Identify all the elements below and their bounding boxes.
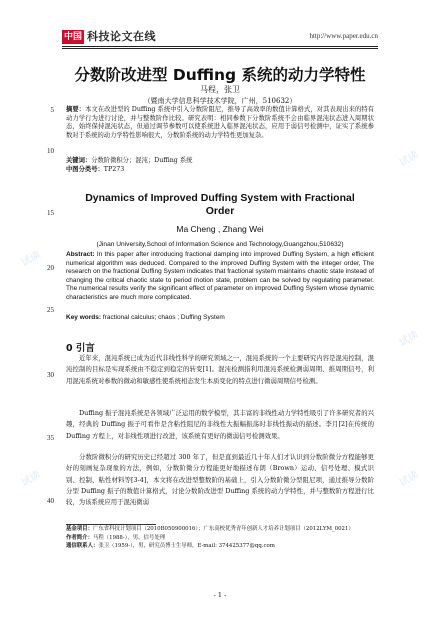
- paper-title-en-line1: Dynamics of Improved Duffing System with Fractional: [85, 192, 355, 204]
- classification-code: TP273: [103, 166, 125, 173]
- affiliation-en: (Jinan University,School of Information Science and Technology,Guangzhou,510632): [96, 241, 344, 248]
- keywords-zh: [66, 157, 374, 166]
- abstract-en: [66, 251, 374, 302]
- paper-title-en: [62, 192, 378, 218]
- abstract-zh: [66, 106, 374, 140]
- line-number: 15: [47, 209, 54, 217]
- author-bio-label: 作者简介：: [66, 534, 93, 541]
- watermark-text: 试读: [397, 149, 421, 169]
- fund-label: 基金项目：: [66, 526, 93, 532]
- watermark-text: 试读: [397, 469, 421, 489]
- header-rule-thin: [62, 48, 378, 49]
- abstract-label-zh: 摘要：: [66, 106, 86, 113]
- keywords-en: [66, 314, 374, 321]
- footnote-author: [66, 534, 374, 543]
- line-number: 20: [47, 264, 54, 272]
- authors-en: Ma Cheng , Zhang Wei: [176, 224, 264, 234]
- footnote-corresponding: [66, 542, 374, 551]
- footnotes: [66, 525, 374, 551]
- paper-title-zh: 分数阶改进型 Duffing 系统的动力学特性: [74, 66, 366, 84]
- logo-box: 中国: [64, 32, 83, 42]
- logo-text: 科技论文在线: [87, 30, 157, 43]
- classification-zh: [66, 166, 374, 175]
- line-number: 25: [47, 306, 54, 314]
- corresponding-label: 通信联系人：: [66, 543, 99, 550]
- site-url[interactable]: http://www.paper.edu.cn: [309, 32, 378, 40]
- watermark-text: 试读: [19, 469, 43, 489]
- keywords-label-en: Key words:: [66, 314, 102, 321]
- intro-paragraph-2: Duffing 振子混沌系统是各领域广泛运用的数学模型，其丰富的非线性动力学特性吸引了许多研究者的兴趣，经典的 Duffing 振子可看作是含粘性阻尼的非线性大振幅振荡时非线性振动的描述。李月[2]在传统的 Duffing 方程上，对非线性项进行改进，该系统有更好的微弱信号检测效果。: [66, 409, 374, 440]
- section-heading-intro: 0 引言: [66, 343, 95, 354]
- line-number: 40: [47, 497, 54, 505]
- abstract-label-en: Abstract:: [66, 251, 95, 258]
- page-header: [0, 0, 440, 48]
- keywords-text-en: fractional calculus; chaos ; Duffing System: [101, 314, 225, 321]
- author-bio-text: 马程（1988-），男，信号处理: [92, 534, 166, 541]
- watermark-text: 试读: [397, 329, 421, 349]
- affiliation-zh: （暨南大学信息科学技术学院，广州，510632）: [143, 97, 297, 105]
- intro-paragraph-3: 分数阶微积分的研究历史已经超过 300 年了，但是直到最近几十年人们才认识到分数阶微分方程能够更好的刻画复杂现象的方法，例如，分数阶微分方程能更好地描述布朗（Brown）运动、信号处理、模式识别、控制、粘性材料等[3-4]，本文将在改进型整数阶的基础上，引入分数阶微分型阻尼项，通过推导分数阶分型 Duffing 振子的数值计算格式，讨论分数阶改进型 Duffing 系统的动力学特性，并与整数阶方程进行比较，为该系统应用于混沌微弱: [66, 453, 374, 507]
- abstract-text-en: In this paper after introducing fractional damping into improved Duffing System, a high efficient numerical algorithm was deduced. Compared to the improved Duffing System with the integer order, The research on the fractional Duffing System indicates that fractional system maintains chaotic state instead of changing the critical chaotic state to period motion state, problem can be solved by regulating parameter. The numerical results verify the significant effect of parameter on improved Duffing System whose dynamic characteristics are much more complicated.: [66, 251, 374, 301]
- paper-title-en-line2: Order: [205, 205, 235, 217]
- classification-label-zh: 中图分类号：: [66, 166, 104, 173]
- site-logo[interactable]: [62, 30, 156, 44]
- corresponding-text: 张卫（1959-），男，研究员博士生导师，E-mail: 374425377@qq.com: [98, 543, 275, 550]
- line-number: 30: [47, 371, 54, 379]
- line-number: 5: [50, 106, 54, 114]
- line-number: 35: [47, 434, 54, 442]
- keywords-text-zh: 分数阶微积分；混沌；Duffing 系统: [91, 157, 193, 164]
- intro-paragraph-1: 近年来，混沌系统已成为近代非线性科学的研究领域之一，混沌系统的一个主要研究内容是混沌控制，混沌控制的目标是实现系统由不稳定到稳定的转变[1]。混沌检测指利用混沌系统检测弱周期、推周期信号，利用混沌系统对参数的微动和敏感性使系统相态发生本质变化的特点进行微弱周期信号检测。: [66, 354, 374, 385]
- header-rule: [62, 46, 378, 47]
- line-number: 10: [47, 147, 54, 155]
- fund-text: 广东省科技计划项目（2010B050900016）；广东高校优秀青年创新人才培养计划项目（2012LYM_0021）: [92, 526, 354, 532]
- watermark-text: 试读: [19, 249, 43, 269]
- abstract-text-zh: 本文在改进型的 Duffing 系统中引入分数阶阻尼，推导了高效率的数值计算格式，对其表现出来的特有动力学行为进行讨论，并与整数阶作比较。研究表明：相同参数下分数阶系统不会由临界混沌状态进入周期状态，始终保持混沌状态，但通过调节参数可以使系统进入临界混沌状态，应用于弱信号检测中，证实了系统参数对于系统的动力学特性影响很大，分数阶系统的动力学特性更加复杂。: [66, 106, 374, 139]
- footnote-fund: [66, 525, 374, 534]
- authors-zh: 马程，张卫: [200, 85, 240, 94]
- page-number: - 1 -: [213, 591, 227, 599]
- keywords-label-zh: 关键词：: [66, 157, 92, 164]
